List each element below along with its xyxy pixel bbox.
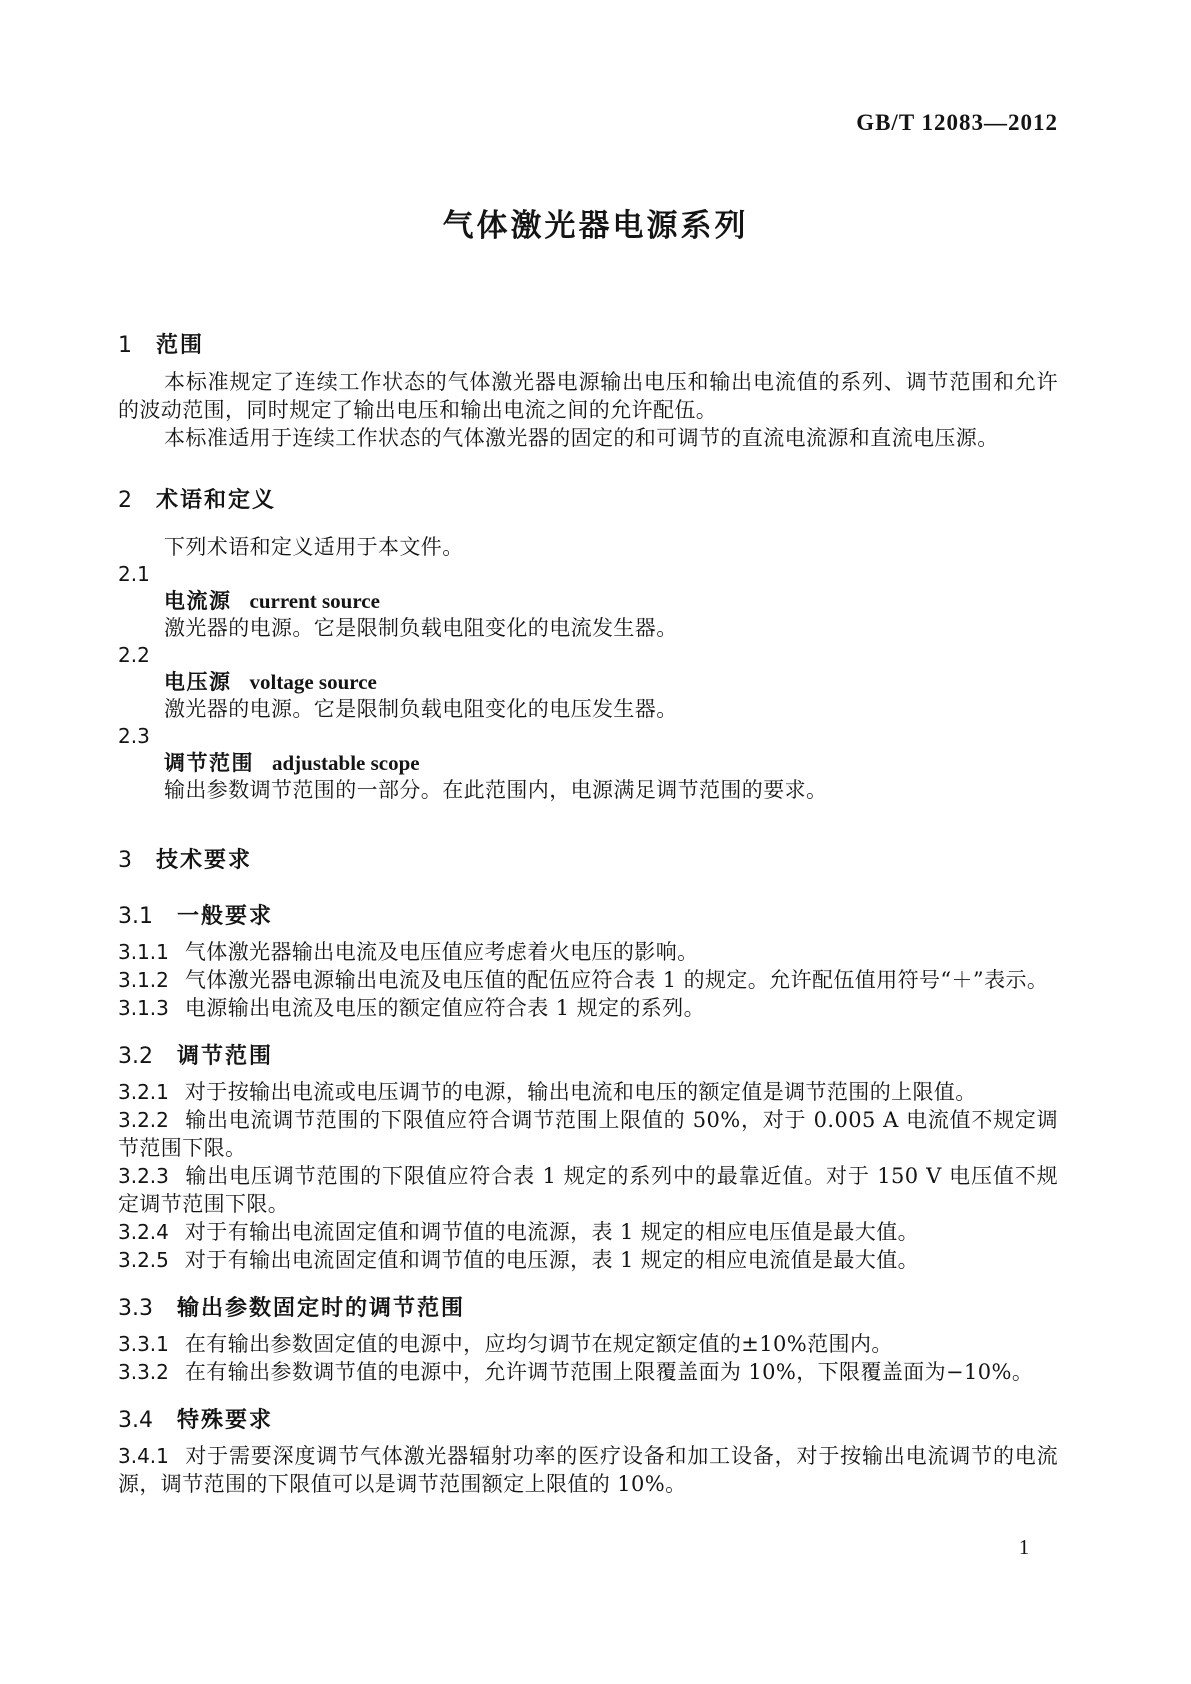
clause-number: 3.3.1 bbox=[118, 1332, 169, 1356]
clause-text: 对于需要深度调节气体激光器辐射功率的医疗设备和加工设备，对于按输出电流调节的电流源，调节范围的下限值可以是调节范围额定上限值的 10%。 bbox=[118, 1444, 1058, 1496]
term-definition: 激光器的电源。它是限制负载电阻变化的电流发生器。 bbox=[164, 616, 678, 640]
clause-3-1-1 bbox=[118, 938, 1058, 966]
terms-block bbox=[118, 534, 1058, 804]
clause-text: 对于按输出电流或电压调节的电源，输出电流和电压的额定值是调节范围的上限值。 bbox=[184, 1080, 977, 1104]
clause-3-2-4 bbox=[118, 1218, 1058, 1246]
clause-number: 3.2.3 bbox=[118, 1164, 169, 1188]
subsection-title: 输出参数固定时的调节范围 bbox=[177, 1296, 466, 1321]
clause-3-1-3 bbox=[118, 994, 1058, 1022]
clause-number: 3.2.5 bbox=[118, 1248, 169, 1272]
term-name bbox=[118, 588, 1058, 615]
term-number: 2.1 bbox=[118, 562, 150, 586]
clause-3-2-1 bbox=[118, 1078, 1058, 1106]
clause-3-1-2 bbox=[118, 966, 1058, 994]
term-number: 2.3 bbox=[118, 724, 150, 748]
clause-3-2-3 bbox=[118, 1162, 1058, 1218]
section-title: 范围 bbox=[156, 333, 205, 358]
term-entry-2-2 bbox=[118, 642, 1058, 723]
section-heading-terms bbox=[118, 487, 1058, 515]
clause-3-3-1 bbox=[118, 1330, 1058, 1358]
terms-intro: 下列术语和定义适用于本文件。 bbox=[164, 535, 464, 559]
document-title: 气体激光器电源系列 bbox=[442, 208, 749, 244]
clause-text: 输出电流调节范围的下限值应符合调节范围上限值的 50%，对于 0.005 A 电流值不规定调节范围下限。 bbox=[118, 1108, 1058, 1160]
term-name bbox=[118, 669, 1058, 696]
page-number: 1 bbox=[1018, 1535, 1030, 1559]
clause-number: 3.3.2 bbox=[118, 1360, 169, 1384]
term-name-zh: 调节范围 bbox=[164, 751, 254, 775]
clause-3-3-2 bbox=[118, 1358, 1058, 1386]
term-definition: 激光器的电源。它是限制负载电阻变化的电压发生器。 bbox=[164, 697, 678, 721]
scope-paragraph-2: 本标准适用于连续工作状态的气体激光器的固定的和可调节的直流电流源和直流电压源。 bbox=[164, 426, 999, 450]
clause-3-2-2 bbox=[118, 1106, 1058, 1162]
section-number: 1 bbox=[118, 333, 132, 358]
section-heading-scope bbox=[118, 332, 1058, 360]
section-heading-technical-requirements bbox=[118, 847, 1058, 875]
clause-text: 对于有输出电流固定值和调节值的电流源，表 1 规定的相应电压值是最大值。 bbox=[184, 1220, 919, 1244]
clause-3-4-1 bbox=[118, 1442, 1058, 1498]
clause-number: 3.4.1 bbox=[118, 1444, 169, 1468]
section-title: 技术要求 bbox=[156, 848, 253, 873]
clause-number: 3.1.3 bbox=[118, 996, 169, 1020]
term-name-en: adjustable scope bbox=[272, 751, 420, 775]
subsection-number: 3.4 bbox=[118, 1408, 153, 1433]
clause-text: 输出电压调节范围的下限值应符合表 1 规定的系列中的最靠近值。对于 150 V 电压值不规定调节范围下限。 bbox=[118, 1164, 1058, 1216]
subsection-heading-3-3 bbox=[118, 1295, 1058, 1323]
clause-text: 在有输出参数固定值的电源中，应均匀调节在规定额定值的±10%范围内。 bbox=[184, 1332, 893, 1356]
term-name bbox=[118, 750, 1058, 777]
clause-number: 3.2.1 bbox=[118, 1080, 169, 1104]
document-content bbox=[118, 0, 1058, 1498]
subsection-heading-3-1 bbox=[118, 903, 1058, 931]
term-entry-2-1 bbox=[118, 561, 1058, 642]
subsection-heading-3-4 bbox=[118, 1407, 1058, 1435]
standard-code: GB/T 12083—2012 bbox=[856, 110, 1058, 135]
clause-number: 3.1.2 bbox=[118, 968, 169, 992]
subsection-heading-3-2 bbox=[118, 1043, 1058, 1071]
term-definition: 输出参数调节范围的一部分。在此范围内，电源满足调节范围的要求。 bbox=[164, 778, 828, 802]
section-number: 2 bbox=[118, 488, 132, 513]
scope-paragraph-1: 本标准规定了连续工作状态的气体激光器电源输出电压和输出电流值的系列、调节范围和允许的波动范围，同时规定了输出电压和输出电流之间的允许配伍。 bbox=[118, 370, 1058, 422]
clause-number: 3.2.2 bbox=[118, 1108, 169, 1132]
clause-text: 气体激光器电源输出电流及电压值的配伍应符合表 1 的规定。允许配伍值用符号“＋”表示。 bbox=[184, 968, 1049, 992]
term-name-zh: 电压源 bbox=[164, 670, 232, 694]
clause-3-2-5 bbox=[118, 1246, 1058, 1274]
subsection-number: 3.2 bbox=[118, 1044, 153, 1069]
subsection-title: 调节范围 bbox=[177, 1044, 274, 1069]
clause-text: 气体激光器输出电流及电压值应考虑着火电压的影响。 bbox=[184, 940, 699, 964]
subsection-number: 3.3 bbox=[118, 1296, 153, 1321]
section-title: 术语和定义 bbox=[156, 488, 277, 513]
subsection-title: 一般要求 bbox=[177, 904, 274, 929]
clause-text: 对于有输出电流固定值和调节值的电压源，表 1 规定的相应电流值是最大值。 bbox=[184, 1248, 919, 1272]
clause-text: 在有输出参数调节值的电源中，允许调节范围上限覆盖面为 10%，下限覆盖面为−10%。 bbox=[184, 1360, 1034, 1384]
term-entry-2-3 bbox=[118, 723, 1058, 804]
term-number: 2.2 bbox=[118, 643, 150, 667]
term-name-zh: 电流源 bbox=[164, 589, 232, 613]
section-number: 3 bbox=[118, 848, 132, 873]
clause-number: 3.1.1 bbox=[118, 940, 169, 964]
subsection-title: 特殊要求 bbox=[177, 1408, 274, 1433]
term-name-en: current source bbox=[249, 589, 380, 613]
clause-number: 3.2.4 bbox=[118, 1220, 169, 1244]
subsection-number: 3.1 bbox=[118, 904, 153, 929]
term-name-en: voltage source bbox=[249, 670, 377, 694]
clause-text: 电源输出电流及电压的额定值应符合表 1 规定的系列。 bbox=[184, 996, 705, 1020]
